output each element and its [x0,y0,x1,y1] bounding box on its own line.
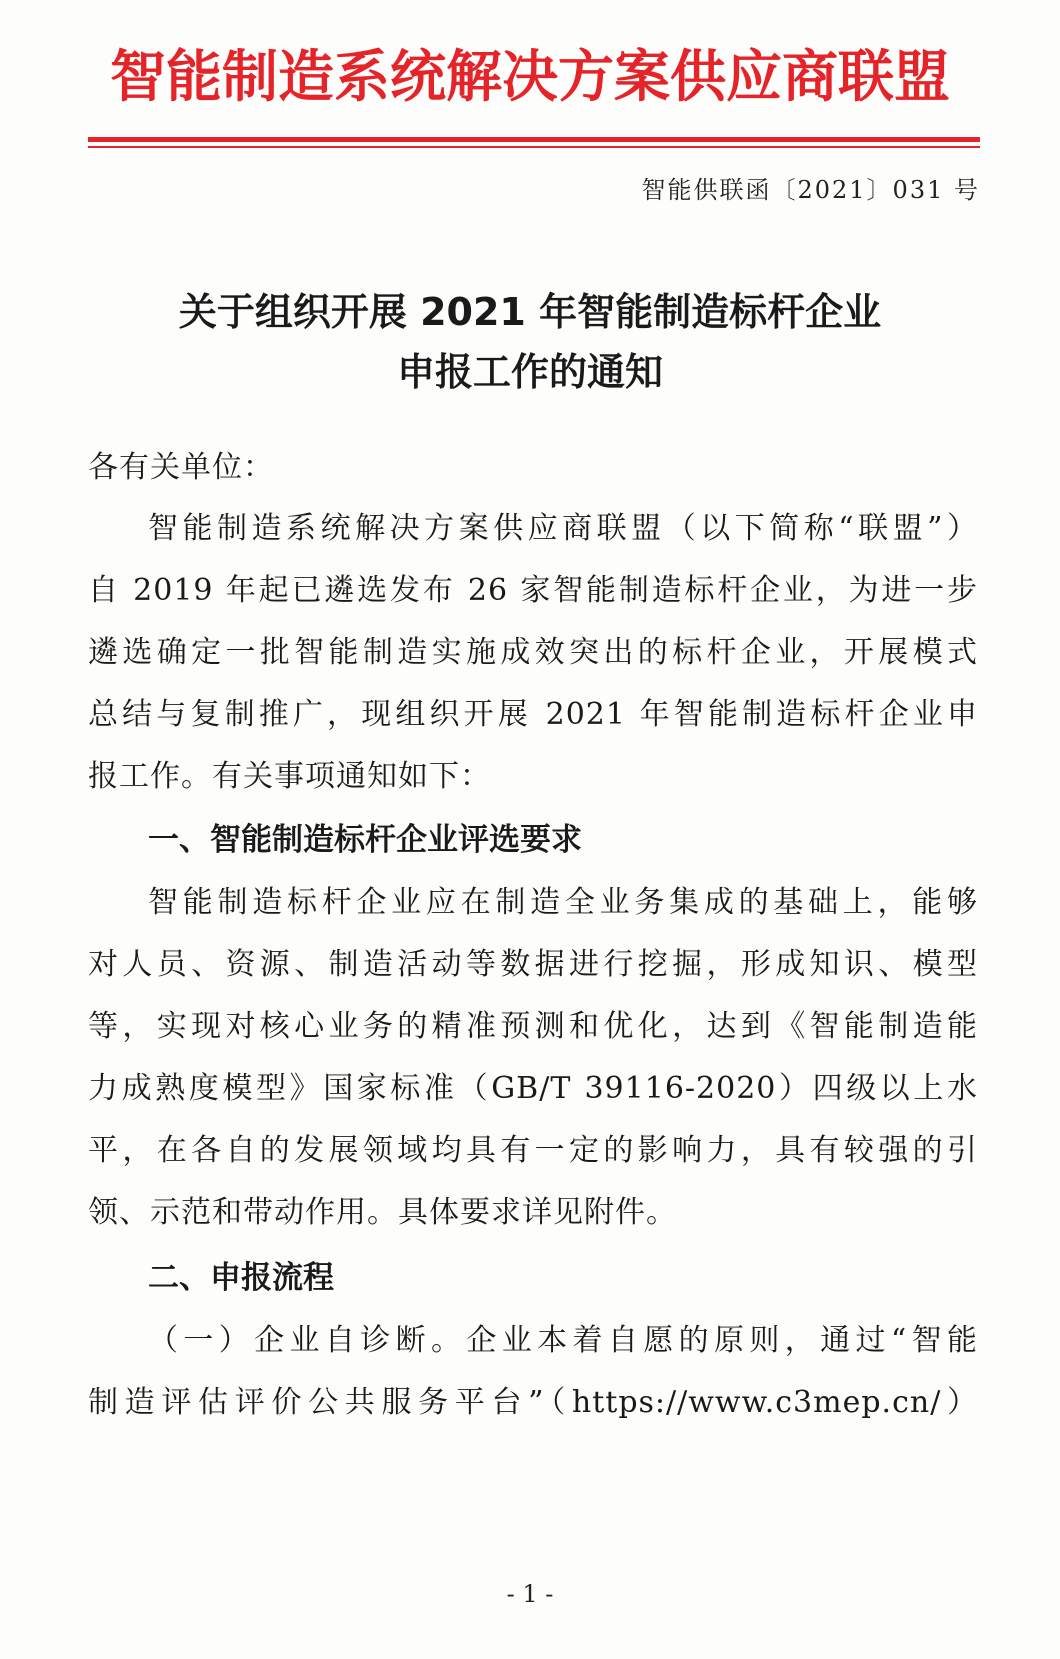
section-1-line: 领、示范和带动作用。具体要求详见附件。 [88,1195,677,1230]
section-1-line: 平，在各自的发展领域均具有一定的影响力，具有较强的引 [88,1133,978,1168]
letterhead-org-name: 智能制造系统解决方案供应商联盟 [110,44,950,110]
intro-line: 总结与复制推广，现组织开展 2021 年智能制造标杆企业申 [88,697,978,732]
document-title-line-1: 关于组织开展 2021 年智能制造标杆企业 [178,290,882,334]
letterhead-rule-thick [88,137,980,142]
letterhead-rule-thin [88,146,980,148]
section-1-line: 对人员、资源、制造活动等数据进行挖掘，形成知识、模型 [88,947,978,982]
page-number: - 1 - [506,1580,554,1608]
document-title-line-2: 申报工作的通知 [396,350,663,394]
intro-line: 遴选确定一批智能制造实施成效突出的标杆企业，开展模式 [88,635,978,670]
section-2-line: （一）企业自诊断。企业本着自愿的原则，通过“智能 [148,1323,978,1358]
section-1-heading: 一、智能制造标杆企业评选要求 [148,822,582,858]
section-1-line: 等，实现对核心业务的精准预测和优化，达到《智能制造能 [88,1009,978,1044]
intro-line: 智能制造系统解决方案供应商联盟（以下简称“联盟”） [148,511,978,546]
section-1-line: 力成熟度模型》国家标准（GB/T 39116-2020）四级以上水 [88,1071,978,1106]
intro-line: 自 2019 年起已遴选发布 26 家智能制造标杆企业，为进一步 [88,573,978,608]
section-2-line: 制造评估评价公共服务平台”（https://www.c3mep.cn/） [88,1385,978,1420]
document-number: 智能供联函〔2021〕031 号 [641,176,980,204]
salutation: 各有关单位： [88,450,274,485]
section-1-line: 智能制造标杆企业应在制造全业务集成的基础上，能够 [148,885,978,920]
intro-line: 报工作。有关事项通知如下： [88,759,491,794]
section-2-heading: 二、申报流程 [148,1260,334,1296]
